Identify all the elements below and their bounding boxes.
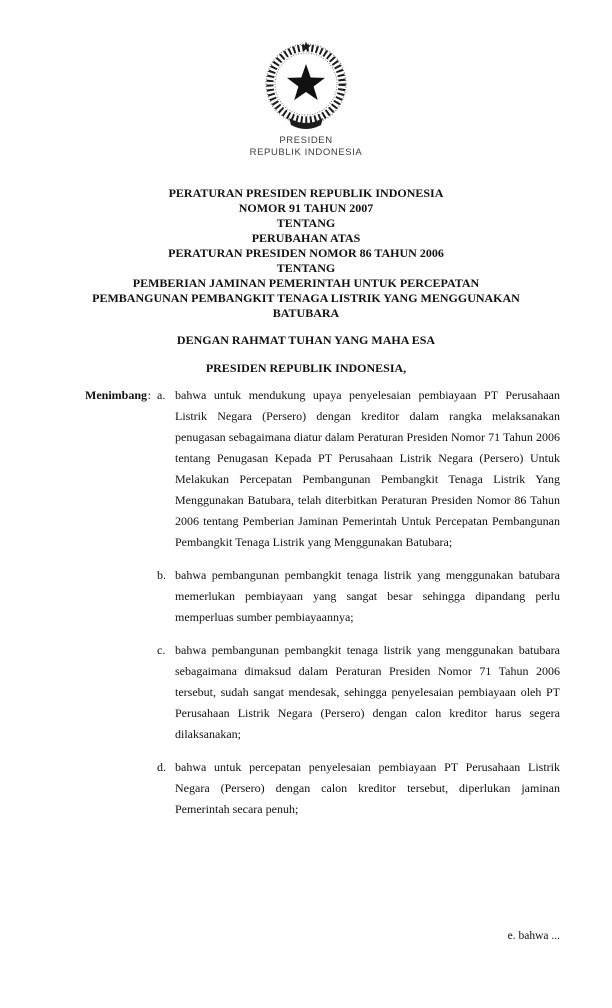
title-line-3: TENTANG [276, 216, 336, 230]
menimbang-colon: : [147, 388, 151, 402]
title-line-6: TENTANG [276, 261, 336, 275]
title-line-1: PERATURAN PRESIDEN REPUBLIK INDONESIA [168, 186, 444, 200]
considerations-section [0, 385, 612, 820]
title-line-5: PERATURAN PRESIDEN NOMOR 86 TAHUN 2006 [168, 246, 444, 260]
consideration-item-b [85, 565, 560, 628]
presidential-star-emblem-icon [260, 38, 352, 130]
item-letter: c. [157, 643, 166, 657]
title-line-2: NOMOR 91 TAHUN 2007 [238, 201, 374, 215]
central-star [287, 64, 325, 100]
page-catchword: e. bahwa ... [507, 930, 560, 942]
letterhead-republik-indonesia: REPUBLIK INDONESIA [249, 147, 363, 158]
item-letter: d. [157, 760, 166, 774]
invocation-line: DENGAN RAHMAT TUHAN YANG MAHA ESA [176, 333, 436, 347]
menimbang-label-cell [85, 385, 157, 553]
letterhead-presiden: PRESIDEN [279, 135, 333, 146]
item-text: bahwa pembangunan pembangkit tenaga listrik yang menggunakan batubara memerlukan pembiayaan yang sangat besar sehingga dipandang perlu memperluas sumber pembiayaannya; [175, 568, 560, 624]
empty-label-cell [85, 757, 157, 820]
consideration-item-a [85, 385, 560, 553]
letterhead [0, 0, 612, 159]
title-line-8: PEMBANGUNAN PEMBANGKIT TENAGA LISTRIK YANG MENGGUNAKAN [92, 291, 520, 305]
title-line-9: BATUBARA [272, 306, 340, 320]
consideration-item-d [85, 757, 560, 820]
title-line-4: PERUBAHAN ATAS [251, 231, 361, 245]
empty-label-cell [85, 640, 157, 745]
top-small-star [301, 41, 312, 51]
item-letter: b. [157, 568, 166, 582]
item-text: bahwa pembangunan pembangkit tenaga listrik yang menggunakan batubara sebagaimana dimaksud dalam Peraturan Presiden Nomor 71 Tahun 2006 tersebut, sudah sangat mendesak, sehingga penyelesaian pembiayaan oleh PT Perusahaan Listrik Negara (Persero) dengan calon kreditor harus segera dilaksanakan; [175, 643, 560, 741]
authority-line: PRESIDEN REPUBLIK INDONESIA, [205, 361, 407, 375]
regulation-title-block [0, 186, 612, 321]
title-line-7: PEMBERIAN JAMINAN PEMERINTAH UNTUK PERCEPATAN [132, 276, 480, 290]
item-letter: a. [157, 388, 166, 402]
empty-label-cell [85, 565, 157, 628]
item-text: bahwa untuk mendukung upaya penyelesaian pembiayaan PT Perusahaan Listrik Negara (Persero) dengan kreditor dalam rangka melaksanakan penugasan sebagaimana diatur dalam Peraturan Presiden Nomor 71 Tahun 2006 tentang Penugasan Kepada PT Perusahaan Listrik Negara (Persero) Untuk Melakukan Percepatan Pembangunan Pembangkit Tenaga Listrik Yang Menggunakan Batubara, telah diterbitkan Peraturan Presiden Nomor 86 Tahun 2006 tentang Pemberian Jaminan Pemerintah Untuk Percepatan Pembangunan Pembangkit Tenaga Listrik yang Menggunakan Batubara; [175, 388, 560, 549]
item-text: bahwa untuk percepatan penyelesaian pembiayaan PT Perusahaan Listrik Negara (Persero) dengan calon kreditor tersebut, diperlukan jaminan Pemerintah secara penuh; [175, 760, 560, 816]
consideration-item-c [85, 640, 560, 745]
menimbang-label: Menimbang [85, 388, 148, 402]
